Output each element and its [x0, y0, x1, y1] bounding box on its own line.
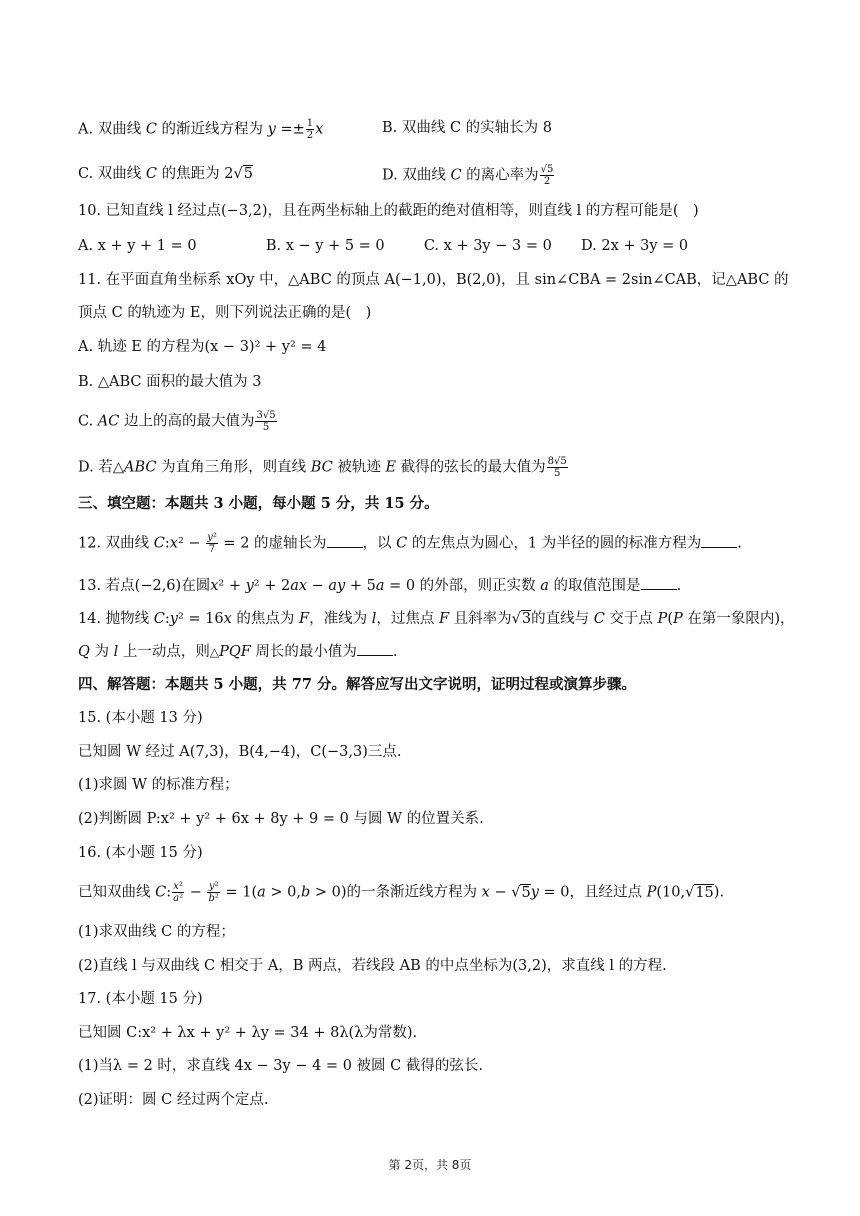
q11-option-c: C. AC 边上的高的最大值为 $\frac{3√5}{5}$	[78, 410, 276, 433]
q15-part2: (2)判断圆 P:x² + y² + 6x + 8y + 9 = 0 与圆 W 的位置关系.	[78, 811, 484, 827]
q9-option-b: B. 双曲线 C 的实轴长为 8	[382, 120, 553, 136]
q14-line2: Q 为 l 上一动点，则△PQF 周长的最小值为 .	[78, 641, 398, 662]
q17-part1: (1)当λ = 2 时，求直线 4x − 3y − 4 = 0 被圆 C 截得的弦长.	[78, 1058, 483, 1074]
section-4-heading: 四、解答题：本题共 5 小题，共 77 分。解答应写出文字说明，证明过程或演算步骤。	[78, 676, 636, 693]
q16-head: 16. (本小题 15 分)	[78, 845, 203, 861]
q11-line1: 11. 在平面直角坐标系 xOy 中，△ABC 的顶点 A(−1,0)，B(2,0)，且 sin∠CBA = 2sin∠CAB，记△ABC 的	[78, 272, 789, 288]
q15-head: 15. (本小题 13 分)	[78, 710, 203, 726]
q11-line2: 顶点 C 的轨迹为 E，则下列说法正确的是( )	[78, 305, 372, 321]
q12: 12. 双曲线 C:x² − $\frac{\text{y²}}{7}$ = 2 的虚轴长为 ，以 C 的左焦点为圆心，1 为半径的圆的标准方程为 .	[78, 532, 742, 555]
q10-option-c: C. x + 3y − 3 = 0	[423, 238, 552, 254]
section-3-heading: 三、填空题：本题共 3 小题，每小题 5 分，共 15 分。	[78, 495, 439, 512]
q10-stem: 10. 已知直线 l 经过点(−3,2)，且在两坐标轴上的截距的绝对值相等，则直线 l 的方程可能是( )	[78, 203, 699, 219]
q10-option-d: D. 2x + 3y = 0	[581, 238, 689, 254]
q10-option-b: B. x − y + 5 = 0	[265, 238, 385, 254]
q11-option-d: D. 若△ABC 为直角三角形，则直线 BC 被轨迹 E 截得的弦长的最大值为 $\frac{8√5}{5}$	[78, 456, 567, 479]
q17-head: 17. (本小题 15 分)	[78, 991, 203, 1007]
q16-part1: (1)求双曲线 C 的方程；	[78, 924, 235, 940]
page-footer: 第 2页，共 8页	[388, 1158, 472, 1172]
q9-option-a: A. 双曲线 C 的渐近线方程为 y =± $\frac{1}{2}$ x	[78, 118, 324, 141]
q9-option-d: D. 双曲线 C 的离心率为 $\frac{√5}{2}$	[382, 164, 554, 187]
q11-option-a: A. 轨迹 E 的方程为(x − 3)² + y² = 4	[78, 339, 327, 355]
q14-line1: 14. 抛物线 C:y² = 16x 的焦点为 F，准线为 l，过焦点 F 且斜率为√3的直线与 C 交于点 P(P 在第一象限内)，	[78, 611, 795, 627]
q17-stem: 已知圆 C:x² + λx + y² + λy = 34 + 8λ(λ为常数).	[78, 1025, 418, 1041]
q16-stem: 已知双曲线 C: $\frac{\text{x²}}{\text{a²}}$ − $\frac{\text{y²}}{\text{b²}}$ = 1(a > 0,b > 0)的一条渐近线方程为 x − √5y = 0，且经过点 P(10,√15).	[78, 881, 725, 904]
q13: 13. 若点(−2,6)在圆x² + y² + 2ax − ay + 5a = 0 的外部，则正实数 a 的取值范围是 .	[78, 575, 681, 596]
q10-option-a: A. x + y + 1 = 0	[78, 238, 197, 254]
q15-part1: (1)求圆 W 的标准方程；	[78, 777, 239, 793]
q15-stem: 已知圆 W 经过 A(7,3)，B(4,−4)，C(−3,3)三点.	[78, 744, 402, 760]
q17-part2: (2)证明：圆 C 经过两个定点.	[78, 1092, 269, 1108]
q10-options	[78, 236, 688, 256]
q9-option-c: C. 双曲线 C 的焦距为 2√5	[78, 166, 253, 182]
q16-part2: (2)直线 l 与双曲线 C 相交于 A，B 两点，若线段 AB 的中点坐标为(3,2)，求直线 l 的方程.	[78, 958, 667, 974]
q11-option-b: B. △ABC 面积的最大值为 3	[78, 374, 262, 390]
